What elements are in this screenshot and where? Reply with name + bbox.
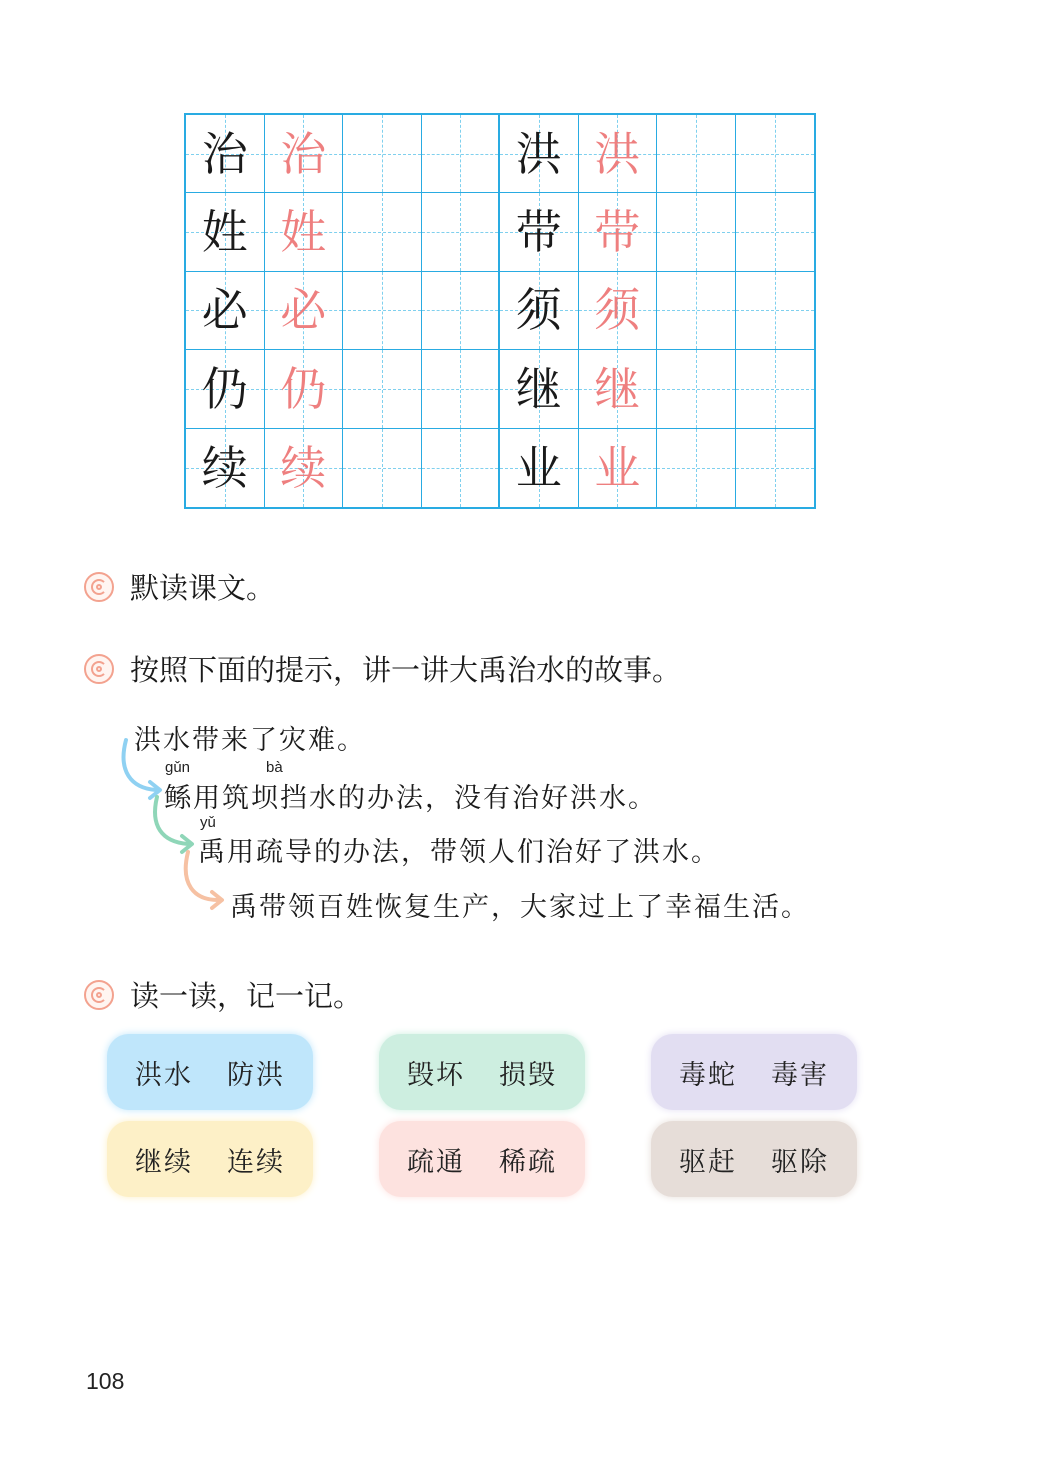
model-character: 业 xyxy=(515,440,562,495)
story-line-3: 禹用疏导的办法，带领人们治好了洪水。 xyxy=(198,837,720,868)
trace-character: 必 xyxy=(280,283,327,338)
pinyin-yu: yǔ xyxy=(200,814,216,831)
word-card-word: 驱赶 xyxy=(679,1146,737,1178)
trace-character: 治 xyxy=(280,126,327,181)
model-character: 带 xyxy=(515,205,562,260)
word-card-word: 继续 xyxy=(135,1146,193,1178)
model-character: 继 xyxy=(515,361,562,416)
model-character: 仍 xyxy=(201,361,248,416)
trace-character: 带 xyxy=(594,205,641,260)
word-card-word: 毁坏 xyxy=(407,1059,465,1091)
task-text: 按照下面的提示，讲一讲大禹治水的故事。 xyxy=(130,653,682,687)
trace-character: 业 xyxy=(594,440,641,495)
trace-character: 续 xyxy=(280,440,327,495)
task-text: 读一读，记一记。 xyxy=(130,979,363,1013)
model-character: 续 xyxy=(201,440,248,495)
page-number: 108 xyxy=(86,1368,125,1394)
word-card xyxy=(379,1034,585,1110)
word-card-word: 损毁 xyxy=(499,1059,557,1091)
story-line-4: 禹带领百姓恢复生产，大家过上了幸福生活。 xyxy=(230,892,810,923)
trace-character: 仍 xyxy=(280,361,327,416)
word-card-word: 毒蛇 xyxy=(679,1059,737,1091)
pinyin-gun: gǔn xyxy=(165,759,191,776)
model-character: 洪 xyxy=(515,126,562,181)
trace-character: 继 xyxy=(594,361,641,416)
word-card-word: 稀疏 xyxy=(499,1146,557,1178)
word-card xyxy=(651,1034,857,1110)
trace-character: 洪 xyxy=(594,126,641,181)
word-card xyxy=(107,1121,313,1197)
word-card-word: 洪水 xyxy=(135,1059,193,1091)
task-read-remember xyxy=(84,974,362,1015)
task-text: 默读课文。 xyxy=(130,571,276,605)
model-character: 必 xyxy=(201,283,248,338)
trace-character: 姓 xyxy=(280,205,327,260)
word-card xyxy=(107,1034,313,1110)
word-card-word: 疏通 xyxy=(407,1146,465,1178)
word-card xyxy=(379,1121,585,1197)
model-character: 姓 xyxy=(201,205,248,260)
swirl-bullet-icon xyxy=(84,980,114,1010)
word-card-word: 驱除 xyxy=(771,1146,829,1178)
story-line-2: 鲧用筑坝挡水的办法，没有治好洪水。 xyxy=(164,783,657,814)
model-character: 须 xyxy=(515,283,562,338)
trace-character: 须 xyxy=(594,283,641,338)
model-character: 治 xyxy=(201,126,248,181)
word-card-word: 毒害 xyxy=(771,1059,829,1091)
word-card-word: 防洪 xyxy=(227,1059,285,1091)
word-card xyxy=(651,1121,857,1197)
story-line-1: 洪水带来了灾难。 xyxy=(134,725,366,756)
word-card-word: 连续 xyxy=(227,1146,285,1178)
pinyin-ba: bà xyxy=(266,759,283,776)
